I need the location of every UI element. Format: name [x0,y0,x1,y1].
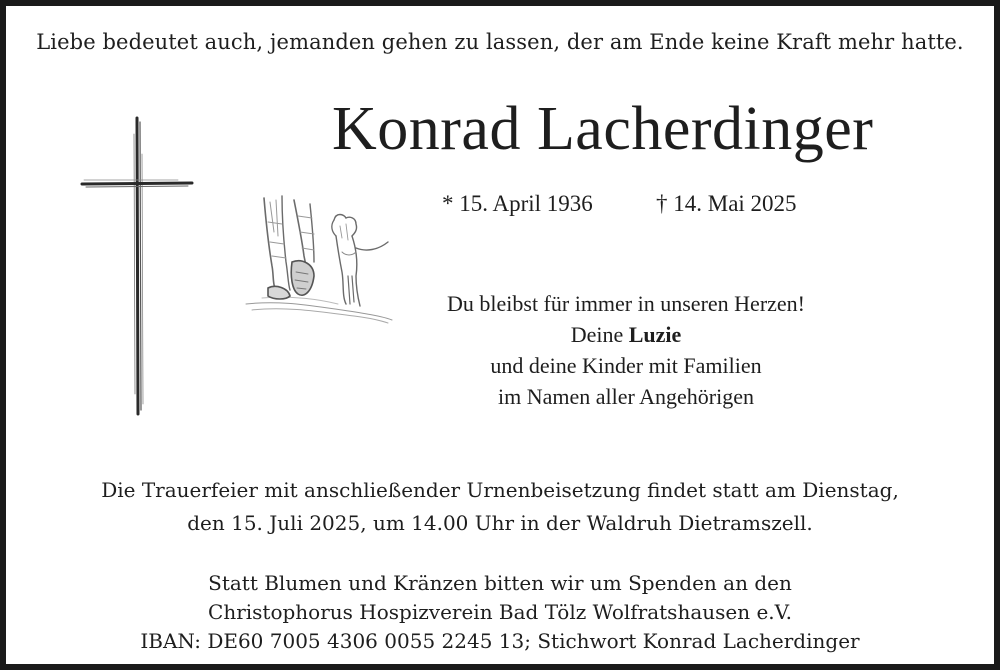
donation-line-2: Christophorus Hospizverein Bad Tölz Wolfratshausen e.V. [208,600,792,624]
deceased-name: Konrad Lacherdinger [332,95,874,163]
motto-text: Liebe bedeutet auch, jemanden gehen zu lassen, der am Ende keine Kraft mehr hatte. [36,30,964,54]
donation-line-1: Statt Blumen und Kränzen bitten wir um Spenden an den [208,571,792,595]
message-line-3: und deine Kinder mit Familien [490,353,762,378]
ceremony-info [6,474,994,540]
donation-line-3: IBAN: DE60 7005 4306 0055 2245 13; Stichwort Konrad Lacherdinger [140,629,860,653]
message-deine: Deine [570,322,629,347]
message-line-1: Du bleibst für immer in unseren Herzen! [447,291,805,316]
message-spouse-name: Luzie [628,322,682,347]
walking-with-dog-illustration [242,192,394,328]
message-line-4: im Namen aller Angehörigen [498,384,754,409]
cross-icon [78,114,198,419]
donation-info [6,569,994,656]
message-line-2 [386,319,866,350]
family-message [386,288,866,412]
ceremony-line-2: den 15. Juli 2025, um 14.00 Uhr in der Waldruh Dietramszell. [187,511,813,535]
ceremony-line-1: Die Trauerfeier mit anschließender Urnenbeisetzung findet statt am Dienstag, [101,478,899,502]
death-date: † 14. Mai 2025 [656,191,797,216]
birth-date: * 15. April 1936 [442,191,593,216]
